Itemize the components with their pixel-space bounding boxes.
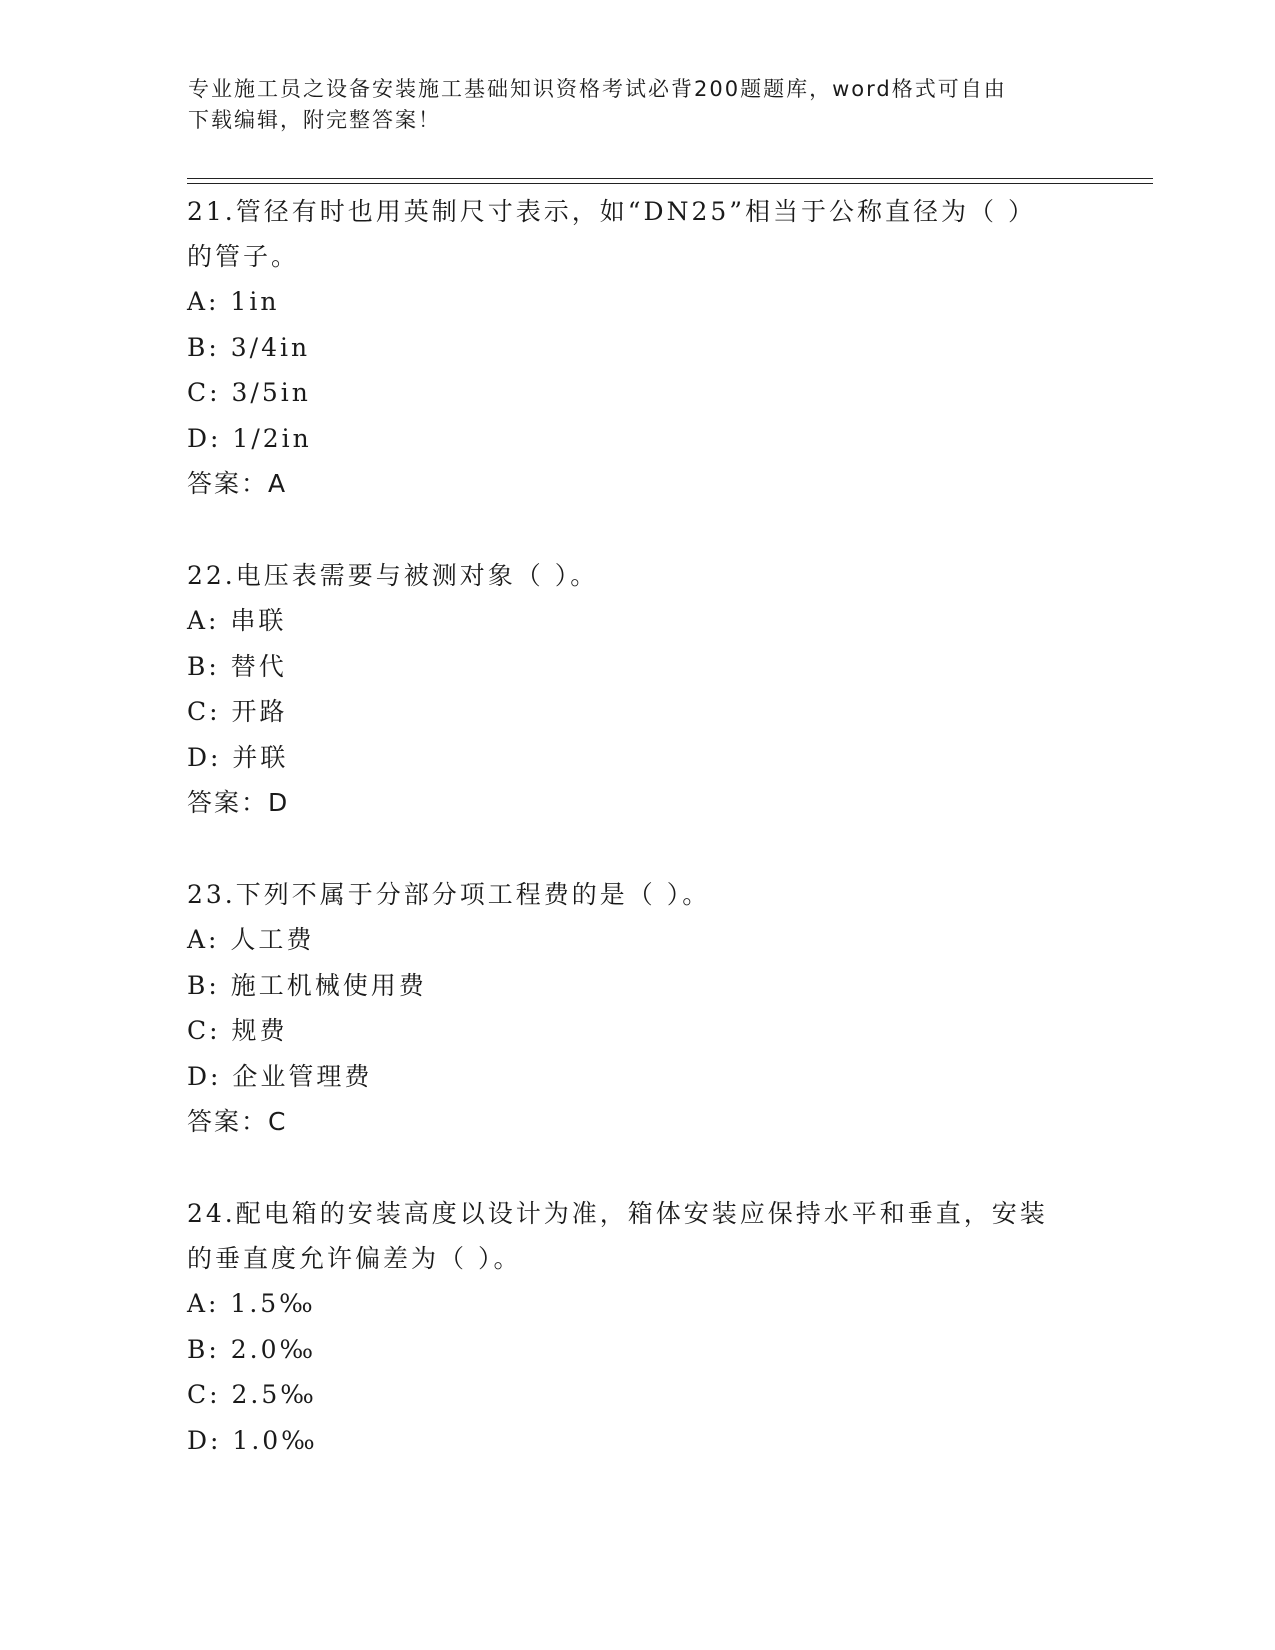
question-title-continued: 的垂直度允许偏差为（ ）。	[187, 1244, 522, 1273]
answer-value: A	[268, 469, 286, 498]
option-b: B: 施工机械使用费	[187, 970, 427, 1000]
option-b: B: 替代	[187, 651, 287, 681]
option-c: C: 规费	[187, 1016, 288, 1045]
answer-value: C	[268, 1107, 286, 1136]
question-title: 21.管径有时也用英制尺寸表示，如“DN25”相当于公称直径为（ ）	[187, 197, 1036, 226]
option-d: D: 1.0‰	[187, 1425, 318, 1455]
header-line-1: 专业施工员之设备安装施工基础知识资格考试必背200题题库，word格式可自由	[188, 77, 1007, 101]
question-24	[187, 1191, 1087, 1463]
answer-line	[187, 461, 1087, 506]
question-22	[187, 553, 1087, 825]
answer-line	[187, 780, 1087, 825]
option-d: D: 企业管理费	[187, 1061, 373, 1091]
question-23	[187, 872, 1087, 1144]
option-d: D: 1/2in	[187, 423, 312, 453]
question-21	[187, 189, 1087, 506]
option-c: C: 2.5‰	[187, 1380, 317, 1409]
answer-label: 答案：	[187, 788, 269, 817]
option-b: B: 3/4in	[187, 332, 311, 362]
option-c: C: 开路	[187, 697, 288, 726]
header-rule-bottom	[187, 183, 1153, 184]
option-a: A: 1in	[187, 287, 280, 316]
question-list	[187, 189, 1087, 1510]
question-title: 23.下列不属于分部分项工程费的是（ ）。	[187, 880, 711, 909]
option-a: A: 人工费	[187, 925, 315, 954]
question-title-continued: 的管子。	[187, 242, 300, 271]
option-d: D: 并联	[187, 742, 289, 772]
document-header	[188, 74, 1088, 136]
question-title: 24.配电箱的安装高度以设计为准，箱体安装应保持水平和垂直，安装	[187, 1199, 1048, 1228]
answer-line	[187, 1099, 1087, 1144]
question-title: 22.电压表需要与被测对象（ ）。	[187, 561, 599, 590]
answer-label: 答案：	[187, 469, 269, 498]
option-a: A: 1.5‰	[187, 1289, 316, 1318]
option-c: C: 3/5in	[187, 378, 311, 407]
header-line-2: 下载编辑，附完整答案！	[188, 108, 441, 132]
option-a: A: 串联	[187, 606, 287, 635]
answer-value: D	[268, 788, 288, 817]
header-rule-top	[187, 178, 1153, 179]
option-b: B: 2.0‰	[187, 1334, 317, 1364]
answer-label: 答案：	[187, 1107, 269, 1136]
